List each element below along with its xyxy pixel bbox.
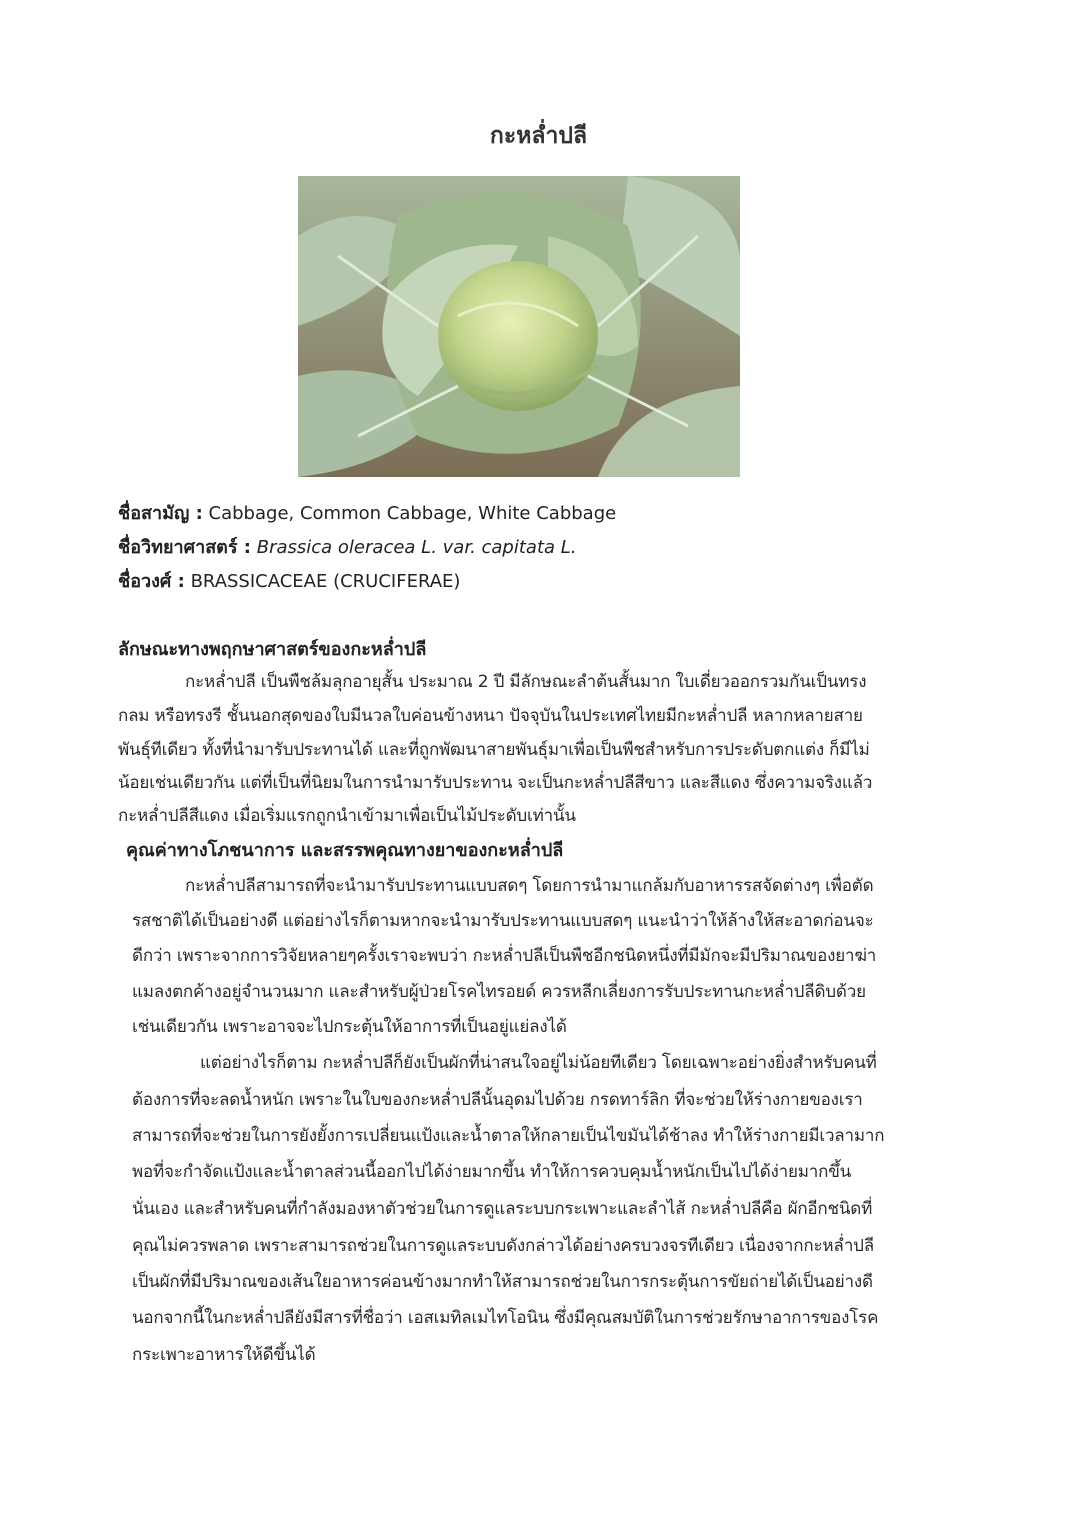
nutrition-line: นั่นเอง และสำหรับคนที่กำลังมองหาตัวช่วยในการดูแลระบบกระเพาะและลำไส้ กะหล่ำปลีคือ ผักอีกชนิดที่ (132, 1199, 873, 1219)
botany-line: กะหล่ำปลีสีแดง เมื่อเริ่มแรกถูกนำเข้ามาเพื่อเป็นไม้ประดับเท่านั้น (118, 806, 576, 826)
nutrition-line: สามารถที่จะช่วยในการยังยั้งการเปลี่ยนแป้งและน้ำตาลให้กลายเป็นไขมันได้ช้าลง ทำให้ร่างกายมีเวลามาก (132, 1126, 885, 1146)
scientific-name-label: ชื่อวิทยาศาสตร์ : (118, 537, 251, 558)
botany-line: กลม หรือทรงรี ชั้นนอกสุดของใบมีนวลใบค่อนข้างหนา ปัจจุบันในประเทศไทยมีกะหล่ำปลี หลากหลายสาย (118, 706, 863, 726)
nutrition-line: พอที่จะกำจัดแป้งและน้ำตาลส่วนนี้ออกไปได้ง่ายมากขึ้น ทำให้การควบคุมน้ำหนักเป็นไปได้ง่ายมากขึ้น (132, 1162, 852, 1182)
nutrition-line: ดีกว่า เพราะจากการวิจัยหลายๆครั้งเราจะพบว่า กะหล่ำปลีเป็นพืชอีกชนิดหนึ่งที่มีมักจะมีปริมาณของยาฆ่า (132, 946, 877, 966)
common-name-value: Cabbage, Common Cabbage, White Cabbage (208, 503, 617, 524)
family-name-value: BRASSICACEAE (CRUCIFERAE) (190, 571, 461, 592)
cabbage-photo (298, 176, 740, 477)
nutrition-line: กะหล่ำปลีสามารถที่จะนำมารับประทานแบบสดๆ โดยการนำมาแกล้มกับอาหารรสจัดต่างๆ เพื่อตัด (185, 876, 874, 896)
nutrition-line: คุณไม่ควรพลาด เพราะสามารถช่วยในการดูแลระบบดังกล่าวได้อย่างครบวงจรทีเดียว เนื่องจากกะหล่ำปลี (132, 1236, 874, 1256)
nutrition-line: แมลงตกค้างอยู่จำนวนมาก และสำหรับผู้ป่วยโรคไทรอยด์ ควรหลีกเลี่ยงการรับประทานกะหล่ำปลีดิบด้วย (132, 982, 866, 1002)
common-name-row (118, 498, 616, 527)
nutrition-line: แต่อย่างไรก็ตาม กะหล่ำปลีก็ยังเป็นผักที่น่าสนใจอยู่ไม่น้อยทีเดียว โดยเฉพาะอย่างยิ่งสำหรับคนที่ (200, 1053, 877, 1073)
cabbage-illustration (298, 176, 740, 477)
nutrition-line: เป็นผักที่มีปริมาณของเส้นใยอาหารค่อนข้างมากทำให้สามารถช่วยในการกระตุ้นการขัยถ่ายได้เป็นอย่างดี (132, 1272, 873, 1292)
family-name-label: ชื่อวงศ์ : (118, 571, 185, 592)
common-name-label: ชื่อสามัญ : (118, 503, 203, 524)
nutrition-line: เช่นเดียวกัน เพราะอาจจะไปกระตุ้นให้อาการที่เป็นอยู่แย่ลงได้ (132, 1017, 567, 1037)
nutrition-line: รสชาติได้เป็นอย่างดี แต่อย่างไรก็ตามหากจะนำมารับประทานแบบสดๆ แนะนำว่าให้ล้างให้สะอาดก่อนจะ (132, 911, 874, 931)
nutrition-heading: คุณค่าทางโภชนาการ และสรรพคุณทางยาของกะหล่ำปลี (126, 840, 564, 861)
botany-line: น้อยเช่นเดียวกัน แต่ที่เป็นที่นิยมในการนำมารับประทาน จะเป็นกะหล่ำปลีสีขาว และสีแดง ซึ่งความจริงแล้ว (118, 773, 873, 793)
nutrition-line: ต้องการที่จะลดน้ำหนัก เพราะในใบของกะหล่ำปลีนั้นอุดมไปด้วย กรดทาร์ลิก ที่จะช่วยให้ร่างกายของเรา (132, 1090, 863, 1110)
botany-line: กะหล่ำปลี เป็นพืชล้มลุกอายุสั้น ประมาณ 2 ปี มีลักษณะลำต้นสั้นมาก ใบเดี่ยวออกรวมกันเป็นทรง (185, 672, 867, 692)
page-title: กะหล่ำปลี (489, 123, 588, 149)
nutrition-line: กระเพาะอาหารให้ดีขึ้นได้ (132, 1345, 316, 1365)
family-name-row (118, 566, 460, 595)
scientific-name-value: Brassica oleracea L. var. capitata L. (256, 537, 577, 558)
nutrition-line: นอกจากนี้ในกะหล่ำปลียังมีสารที่ชื่อว่า เอสเมทิลเมไทโอนิน ซึ่งมีคุณสมบัติในการช่วยรักษาอาการของโรค (132, 1308, 879, 1328)
botany-line: พันธุ์ทีเดียว ทั้งที่นำมารับประทานได้ และที่ถูกพัฒนาสายพันธุ์มาเพื่อเป็นพืชสำหรับการประดับตกแต่ง ก็มีไม่ (118, 740, 870, 760)
scientific-name-row (118, 532, 577, 561)
botany-heading: ลักษณะทางพฤกษาศาสตร์ของกะหล่ำปลี (118, 639, 427, 660)
